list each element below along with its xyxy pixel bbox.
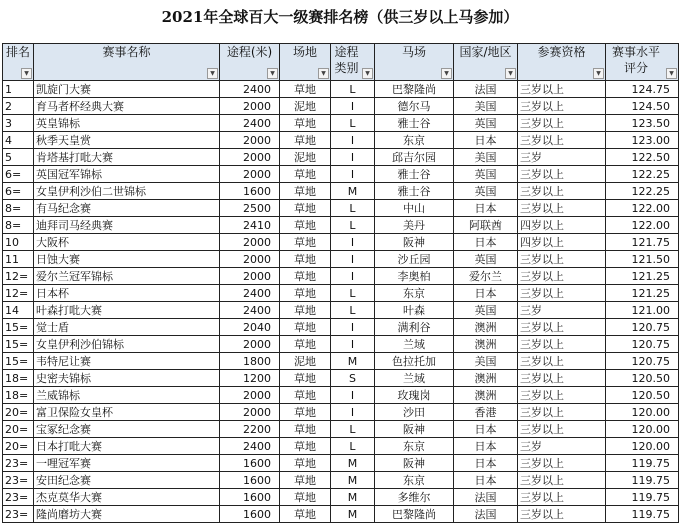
cell-rating[interactable]: 120.75 <box>606 353 679 370</box>
cell-rating[interactable]: 122.25 <box>606 183 679 200</box>
cell-eligibility[interactable]: 三岁以上 <box>518 489 606 506</box>
cell-racecourse[interactable]: 中山 <box>375 200 454 217</box>
cell-rank[interactable]: 8= <box>3 217 34 234</box>
cell-surface[interactable]: 草地 <box>280 387 331 404</box>
header-distance-class[interactable] <box>331 44 375 81</box>
cell-racecourse[interactable]: 玫瑰岗 <box>375 387 454 404</box>
table-row <box>3 81 679 98</box>
cell-distance-class[interactable]: M <box>331 472 375 489</box>
cell-country[interactable]: 澳洲 <box>454 387 518 404</box>
cell-racecourse[interactable]: 雅士谷 <box>375 166 454 183</box>
cell-distance-class[interactable]: I <box>331 98 375 115</box>
cell-surface[interactable]: 草地 <box>280 115 331 132</box>
cell-racecourse[interactable]: 阪神 <box>375 234 454 251</box>
cell-distance-class[interactable]: I <box>331 336 375 353</box>
cell-distance[interactable]: 1600 <box>220 506 280 523</box>
cell-race-name[interactable]: 韦特尼让赛 <box>34 353 220 370</box>
cell-race-name[interactable]: 宝冢纪念赛 <box>34 421 220 438</box>
cell-rank[interactable]: 23= <box>3 472 34 489</box>
cell-racecourse[interactable]: 兰域 <box>375 336 454 353</box>
cell-race-name[interactable]: 兰威锦标 <box>34 387 220 404</box>
cell-rank[interactable]: 8= <box>3 200 34 217</box>
cell-rank[interactable]: 12= <box>3 285 34 302</box>
cell-racecourse[interactable]: 沙丘园 <box>375 251 454 268</box>
cell-racecourse[interactable]: 李奥柏 <box>375 268 454 285</box>
cell-rating[interactable]: 122.25 <box>606 166 679 183</box>
header-label: 场地 <box>292 45 317 59</box>
cell-country[interactable]: 英国 <box>454 166 518 183</box>
cell-eligibility[interactable]: 三岁以上 <box>518 115 606 132</box>
cell-rating[interactable]: 122.50 <box>606 149 679 166</box>
cell-eligibility[interactable]: 三岁以上 <box>518 336 606 353</box>
cell-race-name[interactable]: 女皇伊利沙伯二世锦标 <box>34 183 220 200</box>
cell-rank[interactable]: 10 <box>3 234 34 251</box>
header-race-name[interactable] <box>34 44 220 81</box>
cell-eligibility[interactable]: 三岁以上 <box>518 370 606 387</box>
header-distance[interactable] <box>220 44 280 81</box>
cell-surface[interactable]: 草地 <box>280 285 331 302</box>
table-row <box>3 268 679 285</box>
header-country[interactable] <box>454 44 518 81</box>
cell-rating[interactable]: 120.75 <box>606 319 679 336</box>
cell-distance[interactable]: 2000 <box>220 251 280 268</box>
header-label: 马场 <box>401 45 426 59</box>
cell-rating[interactable]: 122.00 <box>606 200 679 217</box>
table-row <box>3 489 679 506</box>
table-row <box>3 149 679 166</box>
cell-country[interactable]: 日本 <box>454 472 518 489</box>
cell-surface[interactable]: 草地 <box>280 489 331 506</box>
cell-distance[interactable]: 1800 <box>220 353 280 370</box>
cell-racecourse[interactable]: 雅士谷 <box>375 115 454 132</box>
cell-rating[interactable]: 120.00 <box>606 421 679 438</box>
cell-distance-class[interactable]: I <box>331 166 375 183</box>
cell-eligibility[interactable]: 三岁以上 <box>518 251 606 268</box>
cell-rank[interactable]: 5 <box>3 149 34 166</box>
cell-eligibility[interactable]: 三岁以上 <box>518 183 606 200</box>
cell-distance[interactable]: 2000 <box>220 234 280 251</box>
cell-eligibility[interactable]: 三岁 <box>518 149 606 166</box>
cell-rank[interactable]: 15= <box>3 319 34 336</box>
table-row <box>3 166 679 183</box>
cell-distance-class[interactable]: M <box>331 455 375 472</box>
cell-country[interactable]: 法国 <box>454 506 518 523</box>
cell-race-name[interactable]: 肯塔基打吡大赛 <box>34 149 220 166</box>
cell-eligibility[interactable]: 三岁以上 <box>518 421 606 438</box>
cell-distance-class[interactable]: L <box>331 302 375 319</box>
cell-distance[interactable]: 2040 <box>220 319 280 336</box>
cell-country[interactable]: 日本 <box>454 132 518 149</box>
cell-race-name[interactable]: 日本打吡大赛 <box>34 438 220 455</box>
cell-rank[interactable]: 20= <box>3 421 34 438</box>
cell-surface[interactable]: 草地 <box>280 251 331 268</box>
cell-distance-class[interactable]: M <box>331 489 375 506</box>
filter-dropdown-icon[interactable]: ▼ <box>21 68 32 79</box>
cell-country[interactable]: 英国 <box>454 183 518 200</box>
cell-distance-class[interactable]: M <box>331 353 375 370</box>
cell-rank[interactable]: 11 <box>3 251 34 268</box>
cell-surface[interactable]: 草地 <box>280 81 331 98</box>
cell-surface[interactable]: 泥地 <box>280 353 331 370</box>
cell-race-name[interactable]: 安田纪念赛 <box>34 472 220 489</box>
cell-distance[interactable]: 2000 <box>220 149 280 166</box>
cell-eligibility[interactable]: 三岁以上 <box>518 98 606 115</box>
cell-surface[interactable]: 草地 <box>280 302 331 319</box>
cell-rating[interactable]: 119.75 <box>606 489 679 506</box>
table-row <box>3 353 679 370</box>
cell-rank[interactable]: 4 <box>3 132 34 149</box>
cell-racecourse[interactable]: 色拉托加 <box>375 353 454 370</box>
cell-eligibility[interactable]: 三岁以上 <box>518 319 606 336</box>
cell-rank[interactable]: 1 <box>3 81 34 98</box>
cell-country[interactable]: 澳洲 <box>454 370 518 387</box>
cell-race-name[interactable]: 觉士盾 <box>34 319 220 336</box>
filter-dropdown-icon[interactable]: ▼ <box>441 68 452 79</box>
cell-distance-class[interactable]: L <box>331 421 375 438</box>
cell-race-name[interactable]: 隆尚磨坊大赛 <box>34 506 220 523</box>
cell-country[interactable]: 美国 <box>454 98 518 115</box>
cell-race-name[interactable]: 有马纪念赛 <box>34 200 220 217</box>
cell-distance[interactable]: 1600 <box>220 183 280 200</box>
cell-racecourse[interactable]: 美丹 <box>375 217 454 234</box>
cell-distance[interactable]: 2000 <box>220 404 280 421</box>
table-row <box>3 98 679 115</box>
cell-rating[interactable]: 123.00 <box>606 132 679 149</box>
cell-race-name[interactable]: 女皇伊利沙伯锦标 <box>34 336 220 353</box>
cell-country[interactable]: 澳洲 <box>454 319 518 336</box>
cell-eligibility[interactable]: 三岁以上 <box>518 506 606 523</box>
table-row <box>3 370 679 387</box>
cell-rank[interactable]: 23= <box>3 455 34 472</box>
cell-rating[interactable]: 119.75 <box>606 472 679 489</box>
cell-surface[interactable]: 草地 <box>280 472 331 489</box>
cell-rank[interactable]: 2 <box>3 98 34 115</box>
cell-racecourse[interactable]: 兰域 <box>375 370 454 387</box>
table-row <box>3 302 679 319</box>
table-row <box>3 132 679 149</box>
cell-eligibility[interactable]: 三岁以上 <box>518 387 606 404</box>
cell-distance-class[interactable]: I <box>331 251 375 268</box>
cell-racecourse[interactable]: 东京 <box>375 132 454 149</box>
cell-rating[interactable]: 119.75 <box>606 455 679 472</box>
cell-rating[interactable]: 120.75 <box>606 336 679 353</box>
cell-surface[interactable]: 草地 <box>280 336 331 353</box>
cell-distance[interactable]: 2000 <box>220 98 280 115</box>
cell-rank[interactable]: 18= <box>3 370 34 387</box>
cell-race-name[interactable]: 史密夫锦标 <box>34 370 220 387</box>
filter-dropdown-icon[interactable]: ▼ <box>267 68 278 79</box>
header-racecourse[interactable] <box>375 44 454 81</box>
cell-rating[interactable]: 121.00 <box>606 302 679 319</box>
filter-dropdown-icon[interactable]: ▼ <box>362 68 373 79</box>
cell-eligibility[interactable]: 三岁 <box>518 438 606 455</box>
cell-race-name[interactable]: 英国冠军锦标 <box>34 166 220 183</box>
table-row <box>3 285 679 302</box>
cell-eligibility[interactable]: 三岁以上 <box>518 472 606 489</box>
cell-eligibility[interactable]: 三岁以上 <box>518 353 606 370</box>
cell-racecourse[interactable]: 邱吉尔园 <box>375 149 454 166</box>
cell-rank[interactable]: 6= <box>3 183 34 200</box>
cell-country[interactable]: 日本 <box>454 285 518 302</box>
filter-dropdown-icon[interactable]: ▼ <box>207 68 218 79</box>
cell-rating[interactable]: 122.00 <box>606 217 679 234</box>
cell-racecourse[interactable]: 沙田 <box>375 404 454 421</box>
cell-surface[interactable]: 草地 <box>280 455 331 472</box>
cell-country[interactable]: 爱尔兰 <box>454 268 518 285</box>
cell-rating[interactable]: 123.50 <box>606 115 679 132</box>
table-row <box>3 336 679 353</box>
cell-race-name[interactable]: 一哩冠军赛 <box>34 455 220 472</box>
cell-surface[interactable]: 泥地 <box>280 98 331 115</box>
cell-country[interactable]: 日本 <box>454 455 518 472</box>
cell-surface[interactable]: 草地 <box>280 183 331 200</box>
sheet-title: 2021年全球百大一级赛排名榜（供三岁以上马参加） <box>161 8 519 26</box>
cell-distance-class[interactable]: I <box>331 404 375 421</box>
cell-rank[interactable]: 23= <box>3 489 34 506</box>
cell-country[interactable]: 英国 <box>454 251 518 268</box>
cell-distance[interactable]: 1200 <box>220 370 280 387</box>
cell-surface[interactable]: 草地 <box>280 506 331 523</box>
cell-surface[interactable]: 草地 <box>280 166 331 183</box>
cell-eligibility[interactable]: 三岁以上 <box>518 132 606 149</box>
table-row <box>3 421 679 438</box>
cell-eligibility[interactable]: 三岁以上 <box>518 166 606 183</box>
cell-surface[interactable]: 草地 <box>280 370 331 387</box>
filter-dropdown-icon[interactable]: ▼ <box>318 68 329 79</box>
cell-distance[interactable]: 2400 <box>220 115 280 132</box>
cell-distance[interactable]: 2200 <box>220 421 280 438</box>
table-row <box>3 183 679 200</box>
cell-distance-class[interactable]: I <box>331 387 375 404</box>
header-surface[interactable] <box>280 44 331 81</box>
cell-surface[interactable]: 草地 <box>280 404 331 421</box>
cell-race-name[interactable]: 叶森打吡大赛 <box>34 302 220 319</box>
cell-race-name[interactable]: 大阪杯 <box>34 234 220 251</box>
cell-distance[interactable]: 2000 <box>220 387 280 404</box>
cell-racecourse[interactable]: 东京 <box>375 438 454 455</box>
header-label: 途程类别 <box>334 45 359 75</box>
cell-eligibility[interactable]: 三岁以上 <box>518 404 606 421</box>
cell-racecourse[interactable]: 东京 <box>375 472 454 489</box>
cell-rating[interactable]: 120.00 <box>606 438 679 455</box>
header-label: 赛事水平评分 <box>611 45 660 75</box>
cell-racecourse[interactable]: 德尔马 <box>375 98 454 115</box>
cell-eligibility[interactable]: 三岁 <box>518 302 606 319</box>
table-row <box>3 251 679 268</box>
cell-distance-class[interactable]: M <box>331 506 375 523</box>
cell-distance-class[interactable]: I <box>331 234 375 251</box>
cell-rank[interactable]: 23= <box>3 506 34 523</box>
table-row <box>3 319 679 336</box>
cell-race-name[interactable]: 迪拜司马经典赛 <box>34 217 220 234</box>
cell-surface[interactable]: 草地 <box>280 319 331 336</box>
cell-surface[interactable]: 草地 <box>280 132 331 149</box>
header-eligibility[interactable] <box>518 44 606 81</box>
cell-race-name[interactable]: 英皇锦标 <box>34 115 220 132</box>
cell-rank[interactable]: 3 <box>3 115 34 132</box>
header-label: 国家/地区 <box>459 45 512 59</box>
cell-rating[interactable]: 119.75 <box>606 506 679 523</box>
cell-distance[interactable]: 2000 <box>220 132 280 149</box>
cell-racecourse[interactable]: 巴黎隆尚 <box>375 81 454 98</box>
cell-racecourse[interactable]: 东京 <box>375 285 454 302</box>
cell-eligibility[interactable]: 三岁以上 <box>518 200 606 217</box>
cell-distance-class[interactable]: I <box>331 132 375 149</box>
cell-country[interactable]: 法国 <box>454 81 518 98</box>
header-label: 参赛资格 <box>537 45 586 59</box>
cell-racecourse[interactable]: 满利谷 <box>375 319 454 336</box>
cell-country[interactable]: 阿联酋 <box>454 217 518 234</box>
cell-racecourse[interactable]: 阪神 <box>375 421 454 438</box>
filter-dropdown-icon[interactable]: ▼ <box>593 68 604 79</box>
cell-distance-class[interactable]: S <box>331 370 375 387</box>
cell-distance[interactable]: 2000 <box>220 268 280 285</box>
cell-distance[interactable]: 2000 <box>220 166 280 183</box>
cell-distance-class[interactable]: L <box>331 81 375 98</box>
cell-surface[interactable]: 草地 <box>280 421 331 438</box>
cell-distance[interactable]: 1600 <box>220 455 280 472</box>
cell-rating[interactable]: 124.75 <box>606 81 679 98</box>
header-label: 排名 <box>5 45 30 59</box>
cell-rating[interactable]: 120.50 <box>606 370 679 387</box>
cell-eligibility[interactable]: 三岁以上 <box>518 455 606 472</box>
cell-rating[interactable]: 120.50 <box>606 387 679 404</box>
cell-distance-class[interactable]: L <box>331 200 375 217</box>
cell-distance[interactable]: 2410 <box>220 217 280 234</box>
cell-rank[interactable]: 6= <box>3 166 34 183</box>
cell-distance[interactable]: 2500 <box>220 200 280 217</box>
cell-rank[interactable]: 15= <box>3 336 34 353</box>
cell-distance[interactable]: 2400 <box>220 285 280 302</box>
cell-distance[interactable]: 2400 <box>220 302 280 319</box>
cell-race-name[interactable]: 凯旋门大赛 <box>34 81 220 98</box>
cell-rank[interactable]: 12= <box>3 268 34 285</box>
cell-racecourse[interactable]: 叶森 <box>375 302 454 319</box>
header-label: 途程(米) <box>226 45 273 59</box>
cell-country[interactable]: 香港 <box>454 404 518 421</box>
cell-country[interactable]: 英国 <box>454 302 518 319</box>
cell-country[interactable]: 英国 <box>454 115 518 132</box>
filter-dropdown-icon[interactable]: ▼ <box>505 68 516 79</box>
cell-distance[interactable]: 1600 <box>220 489 280 506</box>
filter-dropdown-icon[interactable]: ▼ <box>666 68 677 79</box>
cell-racecourse[interactable]: 阪神 <box>375 455 454 472</box>
cell-country[interactable]: 法国 <box>454 489 518 506</box>
cell-rating[interactable]: 121.50 <box>606 251 679 268</box>
cell-eligibility[interactable]: 三岁以上 <box>518 285 606 302</box>
cell-distance-class[interactable]: L <box>331 438 375 455</box>
cell-eligibility[interactable]: 三岁以上 <box>518 81 606 98</box>
cell-distance-class[interactable]: L <box>331 285 375 302</box>
cell-race-name[interactable]: 秋季天皇赏 <box>34 132 220 149</box>
cell-rank[interactable]: 20= <box>3 438 34 455</box>
table-row <box>3 404 679 421</box>
cell-distance-class[interactable]: L <box>331 217 375 234</box>
cell-racecourse[interactable]: 多维尔 <box>375 489 454 506</box>
table-row <box>3 200 679 217</box>
cell-country[interactable]: 日本 <box>454 200 518 217</box>
header-rating[interactable] <box>606 44 679 81</box>
cell-eligibility[interactable]: 三岁以上 <box>518 268 606 285</box>
table-row <box>3 455 679 472</box>
cell-rating[interactable]: 121.25 <box>606 285 679 302</box>
cell-distance[interactable]: 2400 <box>220 438 280 455</box>
cell-rating[interactable]: 124.50 <box>606 98 679 115</box>
cell-distance-class[interactable]: M <box>331 183 375 200</box>
cell-eligibility[interactable]: 四岁以上 <box>518 217 606 234</box>
header-rank[interactable] <box>3 44 34 81</box>
cell-rank[interactable]: 14 <box>3 302 34 319</box>
cell-race-name[interactable]: 富卫保险女皇杯 <box>34 404 220 421</box>
cell-distance[interactable]: 1600 <box>220 472 280 489</box>
cell-country[interactable]: 美国 <box>454 149 518 166</box>
cell-eligibility[interactable]: 四岁以上 <box>518 234 606 251</box>
table-row <box>3 217 679 234</box>
cell-surface[interactable]: 草地 <box>280 217 331 234</box>
cell-surface[interactable]: 草地 <box>280 200 331 217</box>
cell-race-name[interactable]: 日蚀大赛 <box>34 251 220 268</box>
cell-rank[interactable]: 15= <box>3 353 34 370</box>
cell-racecourse[interactable]: 雅士谷 <box>375 183 454 200</box>
cell-rating[interactable]: 121.75 <box>606 234 679 251</box>
cell-surface[interactable]: 草地 <box>280 268 331 285</box>
cell-distance[interactable]: 2000 <box>220 336 280 353</box>
cell-distance-class[interactable]: I <box>331 149 375 166</box>
cell-country[interactable]: 澳洲 <box>454 336 518 353</box>
cell-country[interactable]: 日本 <box>454 234 518 251</box>
header-label: 赛事名称 <box>102 45 151 59</box>
cell-rating[interactable]: 120.00 <box>606 404 679 421</box>
cell-surface[interactable]: 泥地 <box>280 149 331 166</box>
table-row <box>3 506 679 523</box>
ranking-table <box>2 43 679 523</box>
cell-surface[interactable]: 草地 <box>280 438 331 455</box>
table-row <box>3 438 679 455</box>
cell-race-name[interactable]: 爱尔兰冠军锦标 <box>34 268 220 285</box>
cell-rank[interactable]: 18= <box>3 387 34 404</box>
cell-surface[interactable]: 草地 <box>280 234 331 251</box>
cell-distance[interactable]: 2400 <box>220 81 280 98</box>
cell-distance-class[interactable]: I <box>331 319 375 336</box>
cell-country[interactable]: 美国 <box>454 353 518 370</box>
cell-rank[interactable]: 20= <box>3 404 34 421</box>
cell-rating[interactable]: 121.25 <box>606 268 679 285</box>
table-row <box>3 387 679 404</box>
cell-country[interactable]: 日本 <box>454 421 518 438</box>
cell-race-name[interactable]: 杰克莫华大赛 <box>34 489 220 506</box>
cell-country[interactable]: 日本 <box>454 438 518 455</box>
table-row <box>3 234 679 251</box>
cell-race-name[interactable]: 日本杯 <box>34 285 220 302</box>
cell-distance-class[interactable]: I <box>331 268 375 285</box>
table-row <box>3 115 679 132</box>
table-row <box>3 472 679 489</box>
cell-distance-class[interactable]: L <box>331 115 375 132</box>
cell-race-name[interactable]: 育马者杯经典大赛 <box>34 98 220 115</box>
cell-racecourse[interactable]: 巴黎隆尚 <box>375 506 454 523</box>
